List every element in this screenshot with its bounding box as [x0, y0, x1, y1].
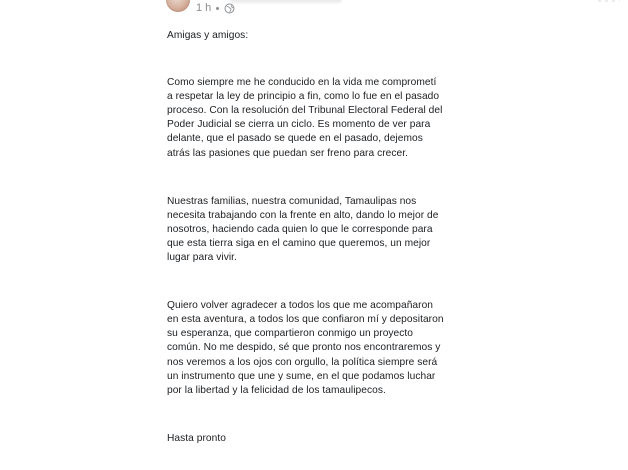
post-body	[167, 29, 467, 446]
more-options-icon[interactable]	[598, 0, 620, 2]
author-name[interactable]	[230, 0, 342, 3]
post-header	[160, 0, 620, 14]
paragraph-3: Quiero volver agradecer a todos los que me acompañaron en esta aventura, a todos los que confiaron mí y depositaron su esperanza, que compartieron conmigo un proyecto común. No me despido, sé que pronto nos encontraremos y nos veremos a los ojos con orgullo, la política siempre será un instrumento que une y sume, en el que podamos luchar por la libertad y la felicidad de los tamaulipecos.	[167, 300, 444, 396]
post-time[interactable]: 1 h	[196, 2, 212, 14]
closing-text: Hasta pronto	[167, 432, 226, 444]
post-meta	[196, 1, 235, 15]
paragraph-1: Como siempre me he conducido en la vida me comprometí a respetar la ley de principio a fin, como lo fue en el pasado proceso. Con la resolución del Tribunal Electoral Federal del Poder Judicial se cierra un ciclo. Es momento de ver para delante, que el pasado se quede en el pasado, dejemos atrás las pasiones que puedan ser freno para crecer.	[167, 77, 443, 159]
globe-icon[interactable]	[224, 3, 235, 14]
greeting-text: Amigas y amigos:	[167, 30, 249, 41]
paragraph-2: Nuestras familias, nuestra comunidad, Tamaulipas nos necesita trabajando con la frente en alto, dando lo mejor de nosotros, haciendo cada quien lo que le corresponde para que esta tierra siga en el camino que queremos, un mejor lugar para vivir.	[167, 195, 439, 264]
avatar[interactable]	[166, 0, 190, 12]
separator-dot	[216, 7, 219, 10]
